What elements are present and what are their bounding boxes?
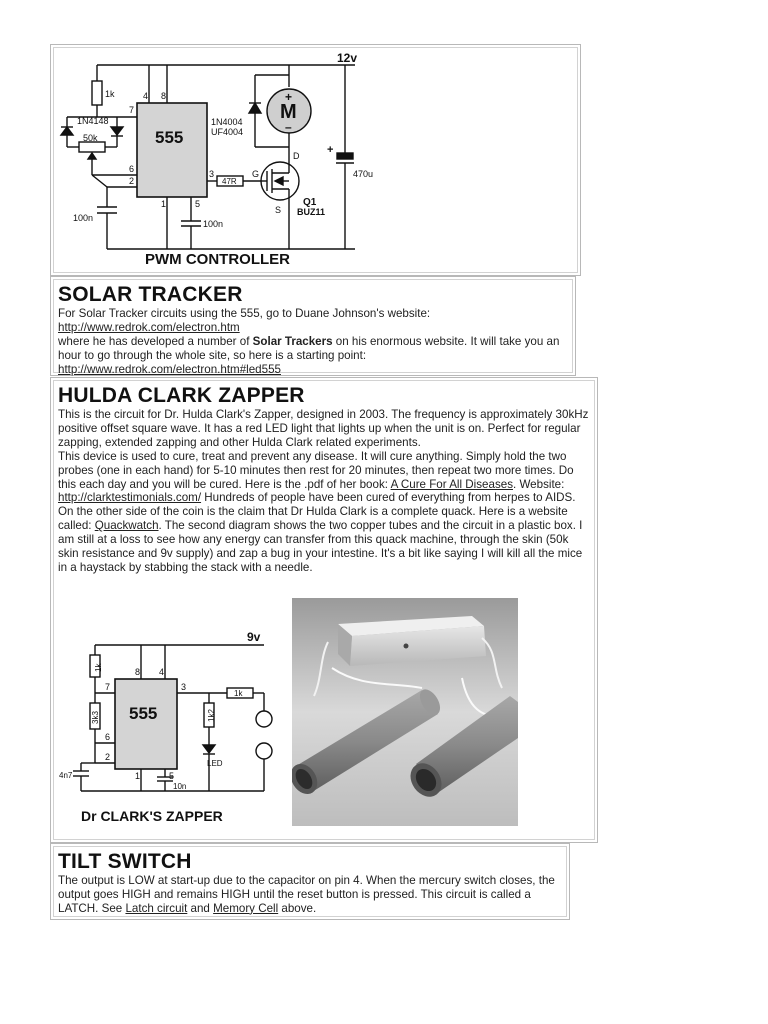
tilt-text-pre: The output is LOW at start-up due to the capacitor on pin 4. When the mercury switch closes, the output goes HIGH and remains HIGH until the reset button is pressed. This circuit is called a LATCH. See: [58, 874, 555, 915]
hulda-clark-panel: [50, 377, 598, 843]
zapper-led-label: LED: [207, 759, 223, 768]
zapper-pin5: 5: [169, 771, 175, 781]
pwm-cap1-label: 100n: [73, 213, 94, 223]
zapper-pin8: 8: [135, 667, 141, 677]
zapper-schematic: [59, 631, 284, 836]
hulda-p2-post: Hundreds of people have been cured of everything from herpes to AIDS.: [201, 491, 576, 505]
pwm-q-name: Q1: [303, 197, 317, 208]
pwm-voltage-label: 12v: [337, 51, 358, 65]
pwm-big-cap-label: 470u: [353, 169, 374, 179]
zapper-device-photo: [292, 598, 518, 826]
zapper-pin7: 7: [105, 682, 111, 692]
latch-circuit-link[interactable]: Latch circuit: [125, 901, 188, 915]
pwm-motor-plus: +: [285, 90, 293, 104]
pwm-pin4: 4: [143, 91, 149, 101]
cure-for-all-diseases-link[interactable]: A Cure For All Diseases: [390, 477, 513, 491]
tilt-text-mid: and: [187, 901, 214, 915]
motor-icon: M: [280, 101, 297, 123]
hulda-p3-pre: On the other side of the coin is the claim that Dr Hulda Clark is a complete quack. Here is a website called:: [58, 505, 568, 533]
solar-tracker-panel: [50, 276, 576, 376]
hulda-p3-post: . The second diagram shows the two copper tubes and the circuit in a plastic box. I am still at a loss to see how any energy can transfer from this quack machine, through the skin (50k skin resistance and 9v supply) and zap a bug in your intestine. It's a bit like saying I will kill all the mice in a haystack by stabbing the stack with a needle.: [58, 519, 583, 574]
solar-tracker-text: [58, 307, 570, 377]
hulda-p2-pre: This device is used to cure, treat and prevent any disease. It will cure anything. Simply hold the two probes (one in each hand) for 5-10 minutes then rest for 20 minutes, then repeat two more times. Do this each day and you will be cured. Here is the .pdf of her book:: [58, 449, 574, 491]
pwm-cap2-label: 100n: [203, 219, 224, 229]
tilt-switch-text: [58, 874, 563, 916]
zapper-r3-label: 1k: [234, 689, 243, 698]
solar-tracker-heading: SOLAR TRACKER: [58, 283, 243, 306]
pwm-source-label: S: [275, 205, 282, 215]
pwm-pin3: 3: [209, 169, 215, 179]
pwm-cap-plus: +: [327, 144, 334, 156]
tilt-switch-panel: [50, 843, 570, 920]
pwm-pot-label: 50k: [83, 133, 98, 143]
memory-cell-link[interactable]: Memory Cell: [213, 901, 279, 915]
zapper-cap2-label: 10n: [173, 782, 187, 791]
pwm-pin2: 2: [129, 176, 135, 186]
zapper-r2-label: 3k3: [91, 711, 100, 724]
pwm-gate-res-label: 47R: [222, 177, 237, 186]
pwm-motor-minus: –: [285, 120, 292, 134]
zapper-pin4: 4: [159, 667, 165, 677]
pwm-caption: PWM CONTROLLER: [145, 251, 290, 268]
pwm-gate-label: G: [252, 169, 260, 179]
zapper-r4-label: 1k2: [207, 709, 216, 722]
hulda-paragraph-3: [58, 505, 590, 575]
zapper-voltage-label: 9v: [247, 631, 261, 644]
quackwatch-link[interactable]: Quackwatch: [94, 519, 159, 533]
redrok-led555-link[interactable]: http://www.redrok.com/electron.htm#led555: [58, 362, 281, 376]
zapper-ic-label: 555: [129, 704, 158, 723]
pwm-pin7: 7: [129, 105, 135, 115]
pwm-flyback-label-2: UF4004: [211, 127, 244, 137]
tilt-switch-heading: TILT SWITCH: [58, 850, 192, 873]
pwm-pin8: 8: [161, 91, 167, 101]
clarktestimonials-link[interactable]: http://clarktestimonials.com/: [58, 491, 202, 505]
zapper-pin3: 3: [181, 682, 187, 692]
zapper-pin6: 6: [105, 732, 111, 742]
pwm-ic-label: 555: [155, 128, 184, 147]
hulda-p2-mid: . Website:: [513, 477, 565, 491]
zapper-r1-label: 1k: [94, 663, 103, 672]
solar-trackers-bold: Solar Trackers: [252, 334, 333, 348]
pwm-controller-schematic: [57, 47, 397, 275]
zapper-pin1: 1: [135, 771, 141, 781]
pwm-controller-panel: [50, 44, 581, 276]
pwm-q-part: BUZ11: [297, 207, 326, 217]
zapper-pin2: 2: [105, 752, 111, 762]
pwm-pin6: 6: [129, 164, 135, 174]
pwm-drain-label: D: [293, 151, 300, 161]
hulda-clark-heading: HULDA CLARK ZAPPER: [58, 384, 305, 407]
tilt-text-post: above.: [278, 901, 317, 915]
pwm-flyback-label: 1N4004: [211, 117, 243, 127]
pwm-pin5: 5: [195, 199, 201, 209]
hulda-paragraph-2: [58, 450, 590, 506]
redrok-link[interactable]: http://www.redrok.com/electron.htm: [58, 320, 240, 334]
solar-line1: For Solar Tracker circuits using the 555, go to Duane Johnson's website:: [58, 307, 431, 320]
pwm-pin1: 1: [161, 199, 167, 209]
solar-line2-post: on his enormous website. It will take you an hour to go through the whole site, so here is a starting point:: [58, 334, 560, 362]
zapper-caption: Dr CLARK'S ZAPPER: [81, 808, 223, 824]
zapper-cap1-label: 4n7: [59, 771, 73, 780]
solar-line2-pre: where he has developed a number of: [58, 334, 253, 348]
pwm-diode-label: 1N4148: [77, 116, 109, 126]
hulda-paragraph-1: This is the circuit for Dr. Hulda Clark's Zapper, designed in 2003. The frequency is approximately 30kHz positive offset square wave. It has a red LED light that lights up when the unit is on. Perfect for regular zapping, extended zapping and other Hulda Clark related experiments.: [58, 408, 589, 449]
pwm-r1-label: 1k: [105, 89, 115, 99]
